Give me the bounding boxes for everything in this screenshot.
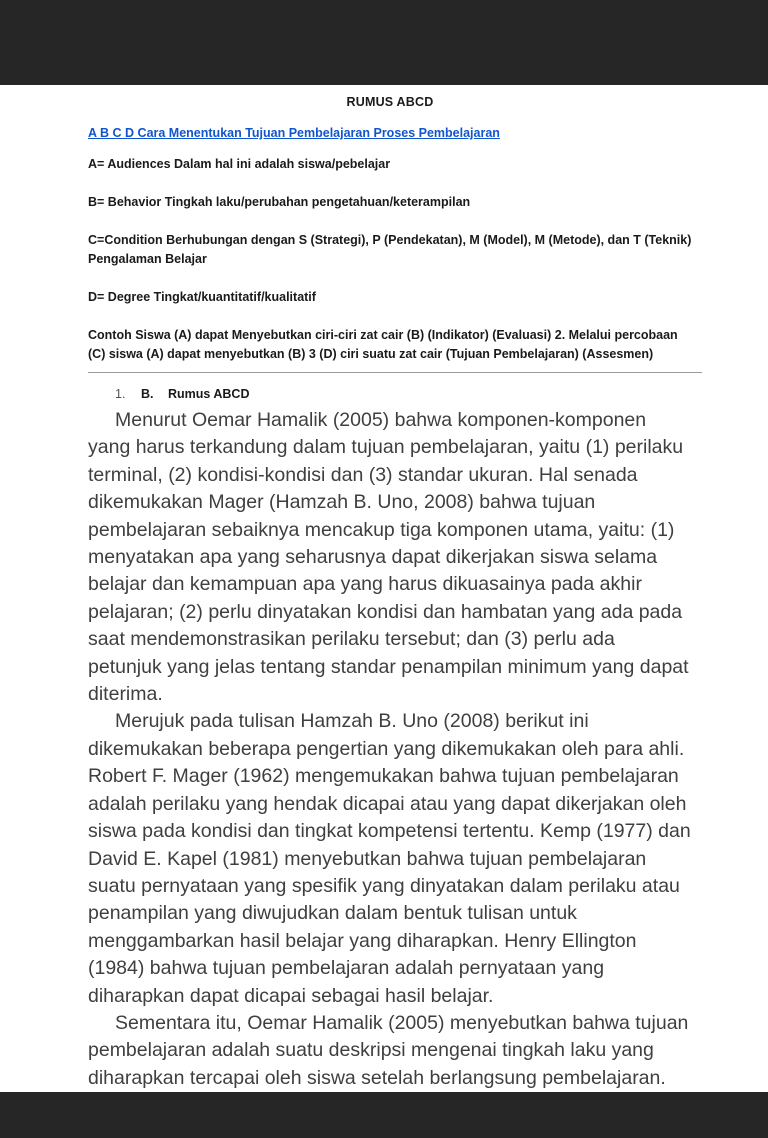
document-page [0,85,768,1092]
section-number: 1. [115,387,126,401]
viewer-bottom-margin [0,1092,768,1138]
body-text [88,407,692,1092]
page-title: RUMUS ABCD [346,95,434,109]
document-hyperlink[interactable]: A B C D Cara Menentukan Tujuan Pembelajaran Proses Pembelajaran [88,126,500,140]
definition-condition: C=Condition Berhubungan dengan S (Strategi), P (Pendekatan), M (Model), M (Metode), dan T (Teknik) Pengalaman Belajar [88,233,692,266]
definition-audiences: A= Audiences Dalam hal ini adalah siswa/pebelajar [88,157,391,171]
section-heading [115,387,692,401]
viewer-top-margin [0,0,768,85]
paragraph-hamalik-description: Sementara itu, Oemar Hamalik (2005) menyebutkan bahwa tujuan pembelajaran adalah suatu deskripsi mengenai tingkah laku yang diharapkan tercapai oleh siswa setelah berlangsung pembelajaran. [88,1011,689,1089]
definition-degree: D= Degree Tingkat/kuantitatif/kualitatif [88,290,316,304]
divider-line [88,371,702,373]
section-letter: B. [141,387,154,401]
section-label: Rumus ABCD [168,387,250,401]
paragraph-uno-definitions: Merujuk pada tulisan Hamzah B. Uno (2008) berikut ini dikemukakan beberapa pengertian yang dikemukakan oleh para ahli. Robert F. Mager (1962) mengemukakan bahwa tujuan pembelajaran adalah perilaku yang hendak dicapai atau yang dapat dikerjakan oleh siswa pada kondisi dan tingkat kompetensi tertentu. Kemp (1977) dan David E. Kapel (1981) menyebutkan bahwa tujuan pembelajaran suatu pernyataan yang spesifik yang dinyatakan dalam perilaku atau penampilan yang diwujudkan dalam bentuk tulisan untuk menggambarkan hasil belajar yang diharapkan. Henry Ellington (1984) bahwa tujuan pembelajaran adalah pernyataan yang diharapkan dapat dicapai sebagai hasil belajar. [88,710,691,1007]
example-paragraph: Contoh Siswa (A) dapat Menyebutkan ciri-ciri zat cair (B) (Indikator) (Evaluasi) 2. Melalui percobaan (C) siswa (A) dapat menyebutkan (B) 3 (D) ciri suatu zat cair (Tujuan Pembelajaran) (Assesmen) [88,328,678,361]
paragraph-hamalik-components: Menurut Oemar Hamalik (2005) bahwa komponen-komponen yang harus terkandung dalam tujuan pembelajaran, yaitu (1) perilaku terminal, (2) kondisi-kondisi dan (3) standar ukuran. Hal senada dikemukakan Mager (Hamzah B. Uno, 2008) bahwa tujuan pembelajaran sebaiknya mencakup tiga komponen utama, yaitu: (1) menyatakan apa yang seharusnya dapat dikerjakan siswa selama belajar dan kemampuan apa yang harus dikuasainya pada akhir pelajaran; (2) perlu dinyatakan kondisi dan hambatan yang ada pada saat mendemonstrasikan perilaku tersebut; dan (3) perlu ada petunjuk yang jelas tentang standar penampilan minimum yang dapat diterima. [88,409,689,706]
definition-behavior: B= Behavior Tingkah laku/perubahan pengetahuan/keterampilan [88,195,471,209]
